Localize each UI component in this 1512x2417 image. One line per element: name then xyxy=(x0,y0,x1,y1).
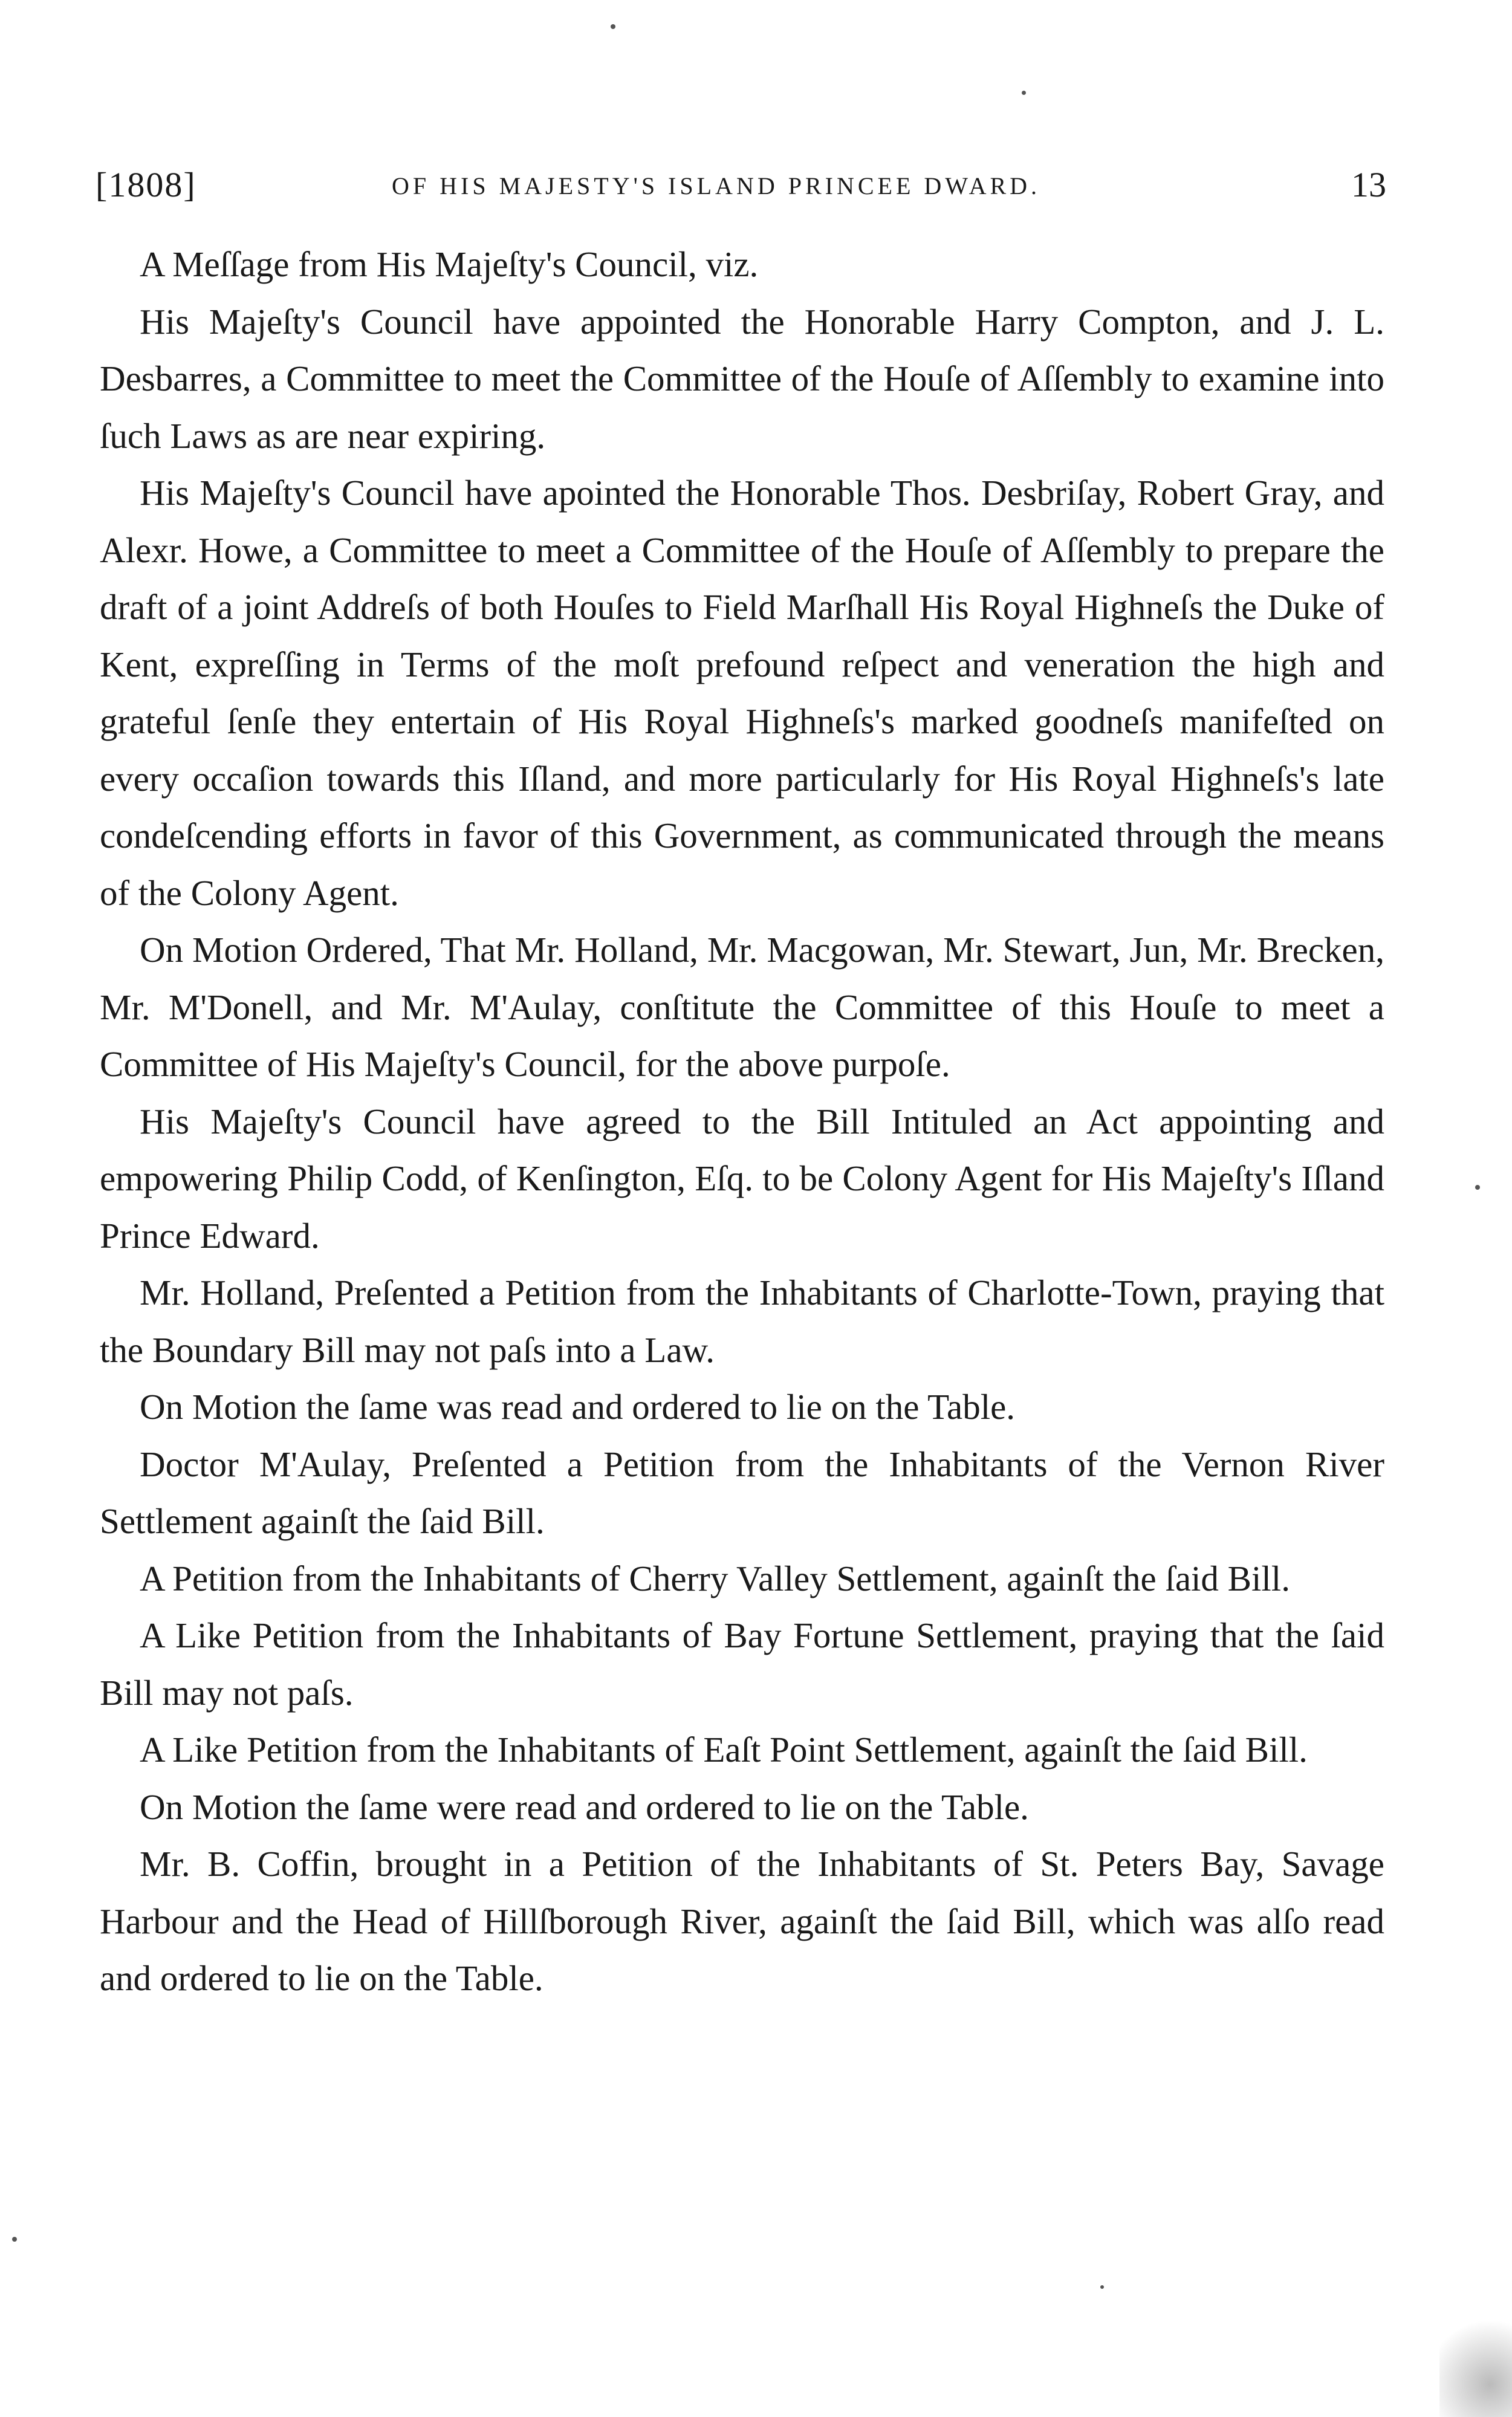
paragraph-east-point-petition: A Like Petition from the Inhabitants of Eaſt Point Settlement, againſt the ſaid Bill. xyxy=(140,1730,1308,1770)
paragraph-laws-committee: His Majeſty's Council have appointed the Honorable Harry Compton, and J. L. Desbarres, a Committee to meet the Committee of the Houſe of Aſſembly to examine into ſuch Laws as are near expiring. xyxy=(100,301,1384,456)
paragraph-st-peters-bay-petition: Mr. B. Coffin, brought in a Petition of the Inhabitants of St. Peters Bay, Savage Harbour and the Head of Hillſborough River, againſt the ſaid Bill, which was alſo read and ordered to lie on the Table. xyxy=(100,1844,1384,1998)
paragraph-motion-table-2: On Motion the ſame were read and ordered to lie on the Table. xyxy=(140,1786,1029,1827)
scan-speck xyxy=(611,24,615,29)
paragraph-charlottetown-petition: Mr. Holland, Preſented a Petition from the Inhabitants of Charlotte-Town, praying that the Boundary Bill may not paſs into a Law. xyxy=(100,1273,1384,1370)
scan-speck xyxy=(1022,91,1026,95)
scan-speck xyxy=(12,2237,17,2242)
scan-speck xyxy=(1475,1185,1480,1190)
paragraph-house-committee-motion: On Motion Ordered, That Mr. Holland, Mr. Macgowan, Mr. Stewart, Jun, Mr. Brecken, Mr. M'Donell, and Mr. M'Aulay, conſtitute the Committee of this Houſe to meet a Committee of His Majeſty's Council, for the above purpoſe. xyxy=(100,930,1384,1084)
paragraph-vernon-river-petition: Doctor M'Aulay, Preſented a Petition from the Inhabitants of the Vernon River Settlement againſt the ſaid Bill. xyxy=(100,1444,1384,1541)
running-head-title: OF HIS MAJESTY'S ISLAND PRINCEE DWARD. xyxy=(392,172,1041,200)
running-head-year: [1808] xyxy=(96,165,196,204)
paragraph-bay-fortune-petition: A Like Petition from the Inhabitants of Bay Fortune Settlement, praying that the ſaid Bill may not paſs. xyxy=(100,1615,1384,1713)
scan-noise xyxy=(1439,2308,1512,2417)
paragraph-motion-table-1: On Motion the ſame was read and ordered to lie on the Table. xyxy=(140,1387,1016,1427)
paragraph-colony-agent-bill: His Majeſty's Council have agreed to the Bill Intituled an Act appointing and empowering Philip Codd, of Kenſington, Eſq. to be Colony Agent for His Majeſty's Iſland Prince Edward. xyxy=(100,1101,1384,1256)
running-head xyxy=(96,164,1386,213)
page-number: 13 xyxy=(1351,165,1386,204)
scan-speck xyxy=(1100,2285,1104,2289)
paragraph-address-committee: His Majeſty's Council have apointed the Honorable Thos. Desbriſay, Robert Gray, and Alexr. Howe, a Committee to meet a Committee of the Houſe of Aſſembly to prepare the draft of a joint Addreſs of both Houſes to Field Marſhall His Royal Highneſs the Duke of Kent, expreſſing in Terms of the moſt prefound reſpect and veneration the high and grateful ſenſe they entertain of His Royal Highneſs's marked goodneſs manifeſted on every occaſion towards this Iſland, and more particularly for His Royal Highneſs's late condeſcending efforts in favor of this Government, as communicated through the means of the Colony Agent. xyxy=(100,473,1384,913)
paragraph-council-message: A Meſſage from His Majeſty's Council, viz. xyxy=(140,244,759,284)
body-text xyxy=(100,236,1384,2007)
paragraph-cherry-valley-petition: A Petition from the Inhabitants of Cherry Valley Settlement, againſt the ſaid Bill. xyxy=(140,1558,1290,1598)
